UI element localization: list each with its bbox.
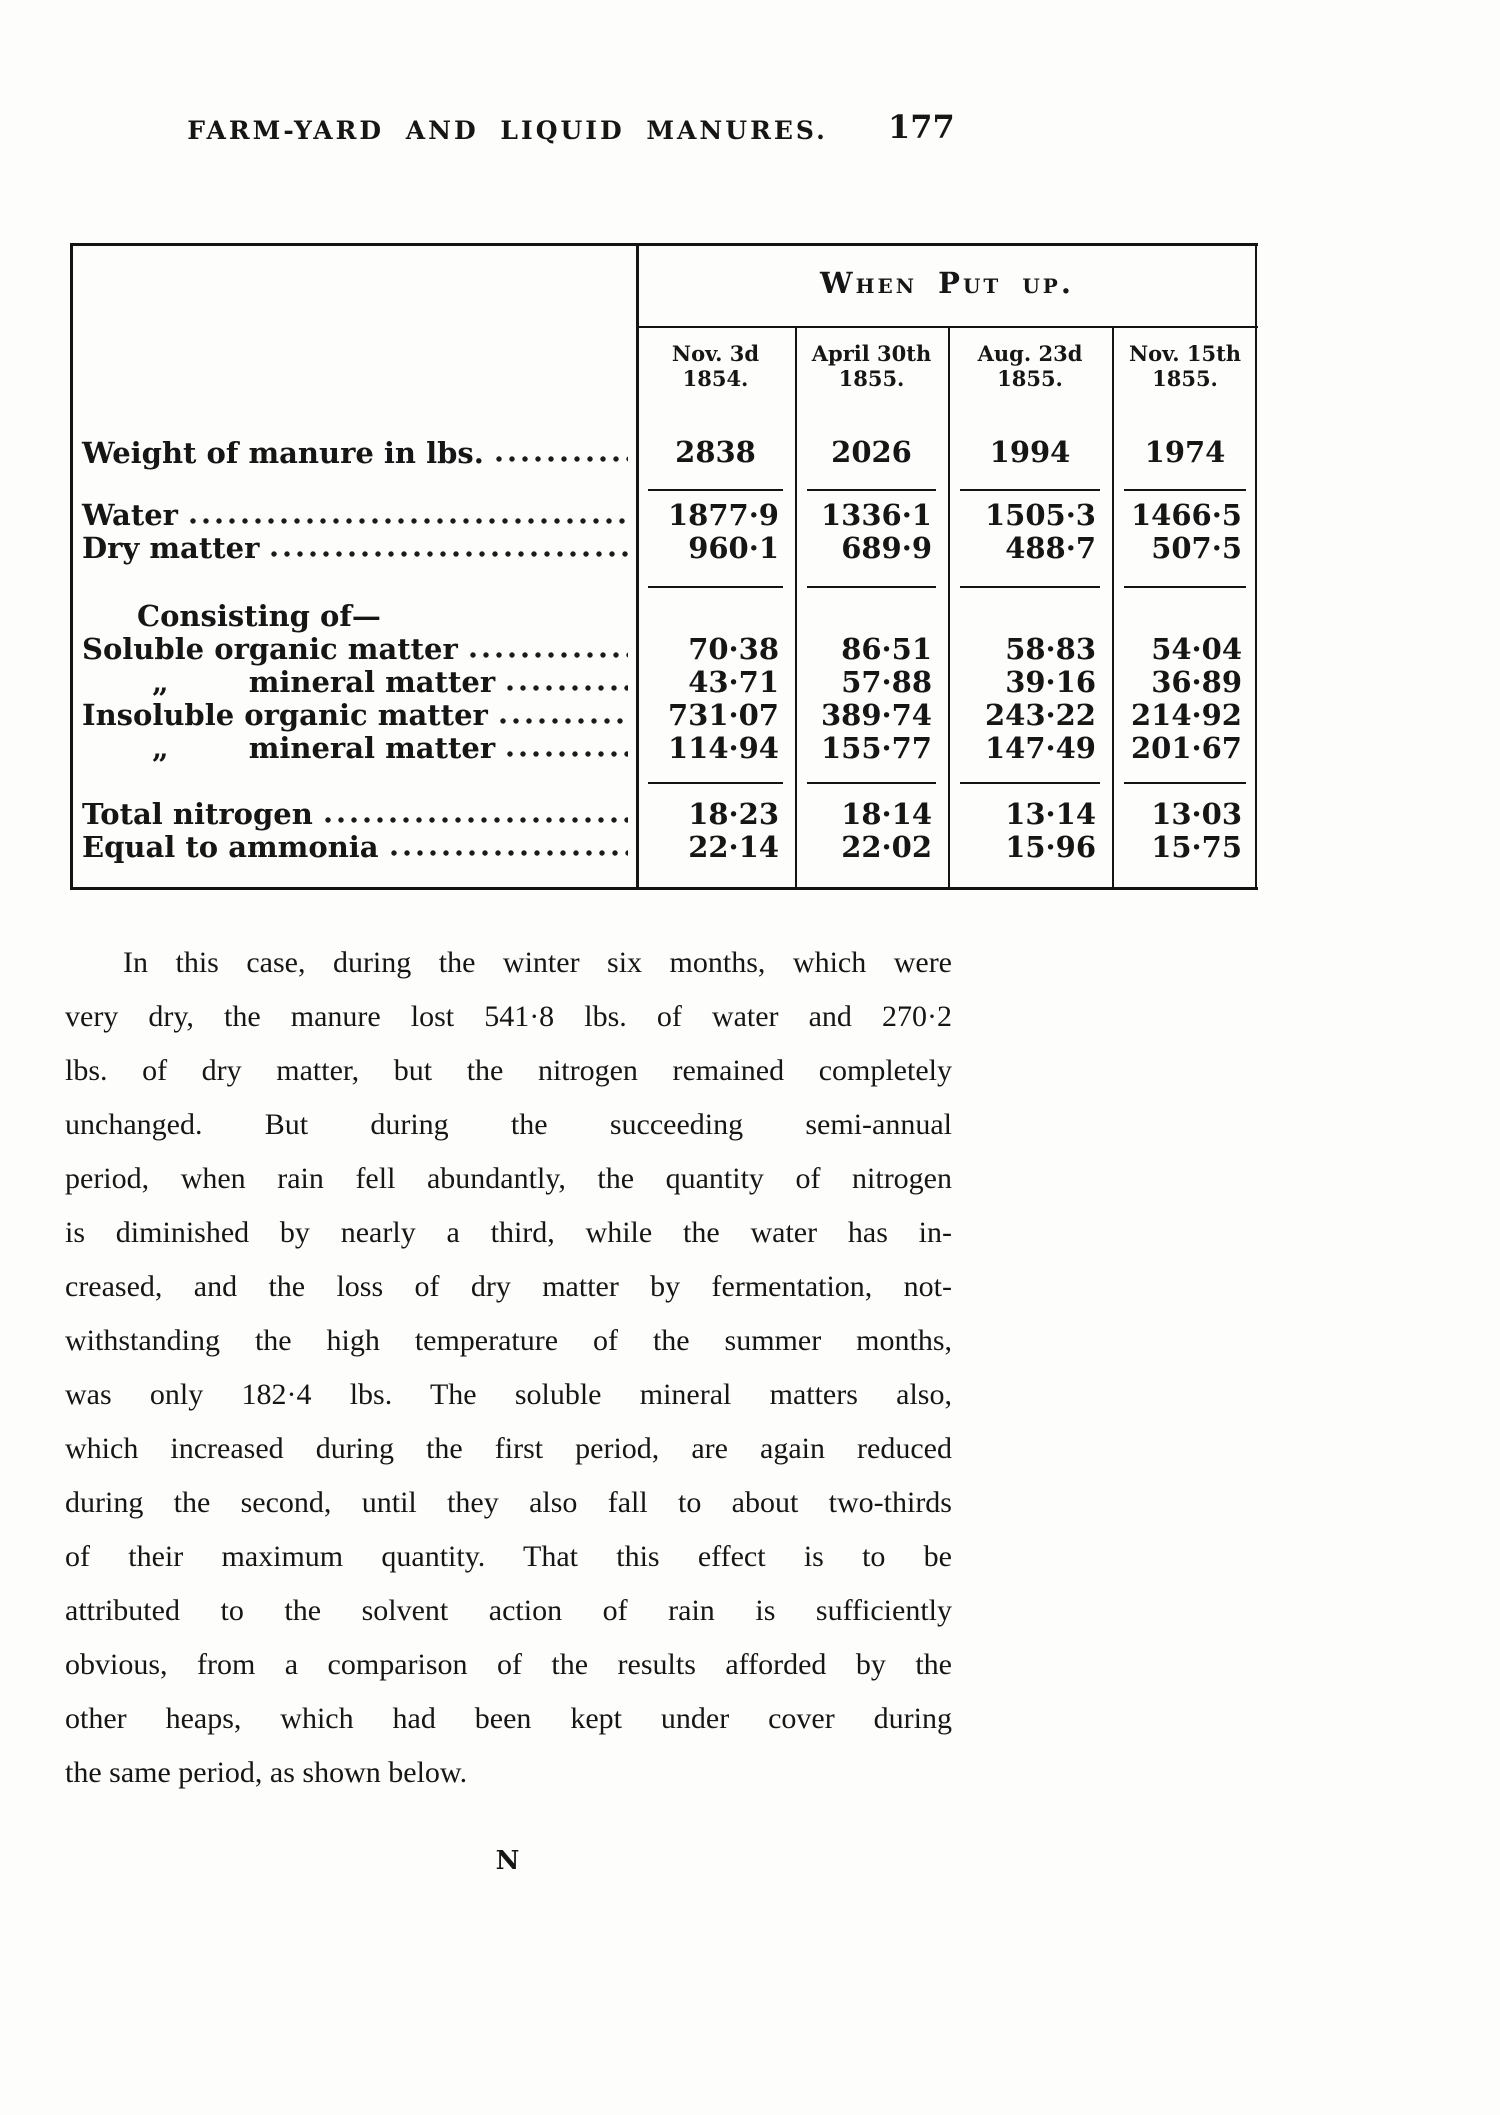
leader-dots	[190, 517, 628, 525]
table-value: 13·03	[1151, 797, 1242, 831]
value-stack	[636, 588, 795, 782]
row-label-text: mineral matter	[248, 665, 496, 699]
date-column-header	[948, 326, 1112, 416]
value-stack	[1112, 784, 1258, 887]
body-paragraph	[65, 936, 952, 1800]
value-cell	[948, 588, 1112, 784]
label-stack	[70, 784, 636, 887]
value-cell	[948, 491, 1112, 588]
value-cell	[795, 588, 948, 784]
value-cell	[1112, 588, 1258, 784]
row-label	[70, 633, 636, 666]
row-label-text: Total nitrogen	[82, 797, 313, 831]
row-label-text: Dry matter	[82, 531, 260, 565]
ditto-mark: „	[152, 665, 169, 699]
date-column-header	[1112, 326, 1258, 416]
value-stack	[948, 416, 1112, 489]
table-value: 58·83	[1005, 632, 1096, 666]
value-stack	[795, 784, 948, 887]
row-label	[70, 532, 636, 565]
leader-dots	[507, 684, 628, 692]
table-value: 114·94	[668, 731, 779, 765]
value-cell	[1112, 491, 1258, 588]
date-line: 1855.	[838, 366, 905, 391]
row-label	[70, 499, 636, 532]
value-cell	[636, 416, 795, 491]
paragraph-line: during the second, until they also fall to about two-thirds	[65, 1486, 952, 1519]
table-value: 18·14	[841, 797, 932, 831]
date-column-header	[636, 326, 795, 416]
table-value: 1974	[1144, 435, 1226, 469]
table-value: 155·77	[821, 731, 932, 765]
value-stack	[948, 588, 1112, 782]
value-stack	[636, 416, 795, 489]
value-cell	[948, 416, 1112, 491]
table-value: 201·67	[1131, 731, 1242, 765]
paragraph-line: In this case, during the winter six months, which were	[123, 946, 952, 979]
paragraph-line: the same period, as shown below.	[65, 1756, 468, 1789]
paragraph-line: lbs. of dry matter, but the nitrogen remained completely	[65, 1054, 952, 1087]
table-value: 731·07	[668, 698, 779, 732]
label-cell	[70, 491, 636, 588]
table-value: 13·14	[1005, 797, 1096, 831]
table-value: 18·23	[688, 797, 779, 831]
value-stack	[795, 588, 948, 782]
row-label-text: Insoluble organic matter	[82, 698, 488, 732]
table-value: 54·04	[1151, 632, 1242, 666]
row-label	[70, 666, 636, 699]
table-value: 689·9	[841, 531, 932, 565]
row-label	[70, 732, 636, 765]
paragraph-line: unchanged. But during the succeeding semi-annual	[65, 1108, 952, 1141]
table-value: 36·89	[1151, 665, 1242, 699]
leader-dots	[496, 455, 628, 463]
table-value: 15·96	[1005, 830, 1096, 864]
leader-dots	[391, 849, 628, 857]
label-cell	[70, 784, 636, 887]
value-stack	[795, 491, 948, 586]
date-line: Nov. 15th	[1128, 341, 1242, 366]
value-cell	[636, 588, 795, 784]
label-cell	[70, 588, 636, 784]
label-stack	[70, 588, 636, 784]
table-value: 214·92	[1131, 698, 1242, 732]
value-stack	[948, 784, 1112, 887]
table-value: 15·75	[1151, 830, 1242, 864]
paragraph-line: withstanding the high temperature of the summer months,	[65, 1324, 952, 1357]
table-value: 39·16	[1005, 665, 1096, 699]
table-dates-row	[70, 326, 1258, 416]
paragraph-line: very dry, the manure lost 541·8 lbs. of water and 270·2	[65, 1000, 952, 1033]
date-column-header	[795, 326, 948, 416]
table-value: 86·51	[841, 632, 932, 666]
row-label-text: Soluble organic matter	[82, 632, 458, 666]
table-value: 507·5	[1151, 531, 1242, 565]
paragraph-line: attributed to the solvent action of rain is sufficiently	[65, 1594, 952, 1627]
paragraph-line: other heaps, which had been kept under cover during	[65, 1702, 952, 1735]
consisting-heading: Consisting of—	[137, 599, 381, 633]
value-stack	[1112, 588, 1258, 782]
date-line: April 30th	[811, 341, 932, 366]
table-value: 389·74	[821, 698, 932, 732]
value-stack	[795, 416, 948, 489]
paragraph-line: which increased during the first period, are again reduced	[65, 1432, 952, 1465]
table-group-row	[70, 416, 1258, 491]
table-value: 1505·3	[985, 498, 1096, 532]
value-cell	[948, 784, 1112, 887]
row-label	[70, 699, 636, 732]
value-cell	[795, 491, 948, 588]
label-stack	[70, 491, 636, 588]
table-spanner: When Put up.	[820, 266, 1074, 300]
table-value: 70·38	[688, 632, 779, 666]
leader-dots	[325, 816, 628, 824]
table-value: 1877·9	[668, 498, 779, 532]
label-stack	[70, 416, 636, 491]
row-label-text: Equal to ammonia	[82, 830, 379, 864]
table-group-row	[70, 491, 1258, 588]
value-stack	[1112, 416, 1258, 489]
leader-dots	[507, 750, 628, 758]
row-label-text: Water	[82, 498, 178, 532]
table-value: 2838	[675, 435, 756, 469]
row-label-text: mineral matter	[248, 731, 496, 765]
value-stack	[636, 784, 795, 887]
table-value: 43·71	[688, 665, 779, 699]
date-line: 1854.	[682, 366, 749, 391]
table-value: 488·7	[1005, 531, 1096, 565]
paragraph-line: obvious, from a comparison of the results afforded by the	[65, 1648, 952, 1681]
table-value: 22·02	[841, 830, 932, 864]
running-head-title: FARM-YARD AND LIQUID MANURES.	[187, 116, 828, 145]
table-spanner-row	[70, 246, 1258, 326]
paragraph-line: creased, and the loss of dry matter by fermentation, not-	[65, 1270, 952, 1303]
paragraph-line: is diminished by nearly a third, while the water has in-	[65, 1216, 952, 1249]
leader-dots	[470, 651, 628, 659]
table-border-bottom	[70, 887, 1258, 890]
value-stack	[636, 491, 795, 586]
table-value: 1336·1	[821, 498, 932, 532]
dates-row-label-spacer	[70, 326, 636, 416]
leader-dots	[271, 550, 628, 558]
table-value: 243·22	[985, 698, 1096, 732]
paragraph-line: period, when rain fell abundantly, the quantity of nitrogen	[65, 1162, 952, 1195]
value-cell	[795, 416, 948, 491]
table-value: 1466·5	[1131, 498, 1242, 532]
page-number: 177	[888, 108, 955, 146]
value-cell	[636, 784, 795, 887]
paragraph-line: of their maximum quantity. That this effect is to be	[65, 1540, 952, 1573]
table-value: 960·1	[688, 531, 779, 565]
spanner-row-label-spacer	[70, 246, 636, 326]
table-value: 1994	[989, 435, 1071, 469]
signature-mark: N	[495, 1846, 520, 1876]
table-value: 22·14	[688, 830, 779, 864]
label-cell	[70, 416, 636, 491]
table-group-row	[70, 784, 1258, 887]
date-line: Nov. 3d	[671, 341, 760, 366]
table-group-row	[70, 588, 1258, 784]
value-stack	[1112, 491, 1258, 586]
date-line: 1855.	[1152, 366, 1218, 391]
table-value: 57·88	[841, 665, 932, 699]
date-line: 1855.	[997, 366, 1063, 391]
table-rows	[70, 246, 1258, 887]
row-label-text: Weight of manure in lbs.	[82, 436, 484, 470]
value-cell	[636, 491, 795, 588]
leader-dots	[500, 717, 628, 725]
value-stack	[948, 491, 1112, 586]
ditto-mark: „	[152, 731, 169, 765]
date-line: Aug. 23d	[977, 341, 1083, 366]
row-label	[70, 831, 636, 864]
paragraph-line: was only 182·4 lbs. The soluble mineral matters also,	[65, 1378, 952, 1411]
row-label	[70, 798, 636, 831]
table-value: 147·49	[985, 731, 1096, 765]
value-cell	[1112, 784, 1258, 887]
value-cell	[795, 784, 948, 887]
value-cell	[1112, 416, 1258, 491]
manure-analysis-table	[70, 243, 1258, 890]
row-label	[70, 437, 636, 470]
table-value: 2026	[831, 435, 912, 469]
